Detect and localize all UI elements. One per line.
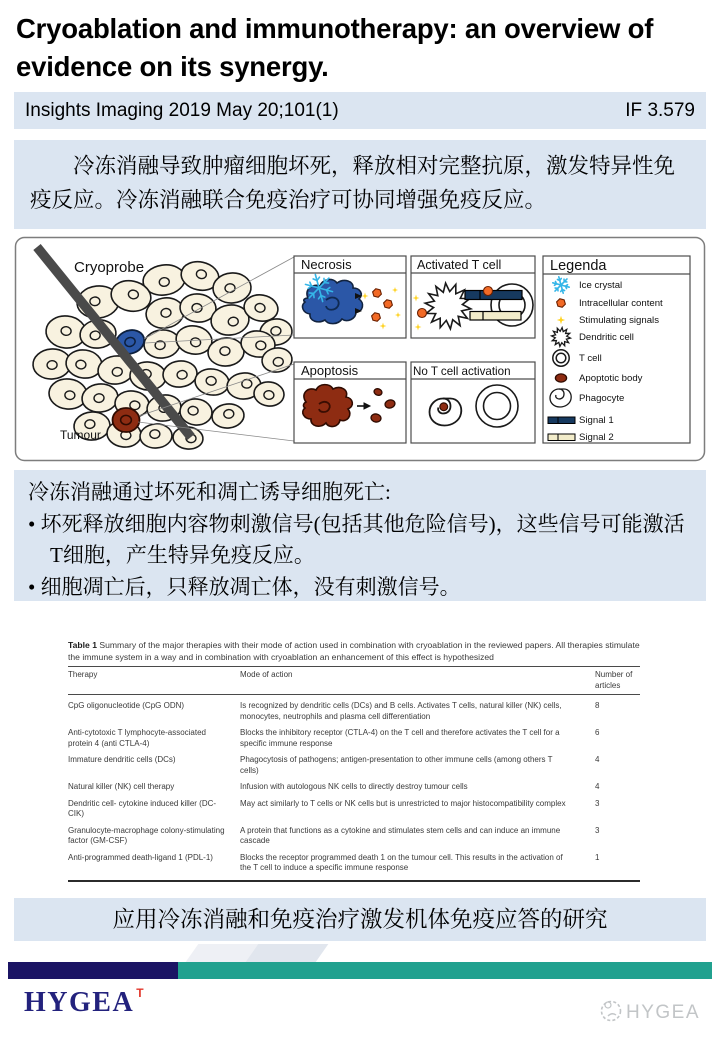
watermark-graphic [596, 992, 714, 1028]
apoptotic-body-icon [555, 374, 566, 382]
tumour-label: Tumour [60, 428, 101, 442]
necrosis-panel [294, 256, 406, 338]
table-row: Immature dendritic cells (DCs) Phagocytosis of pathogens; antigen-presentation to other immune cells (among others T cells) 4 [68, 755, 600, 775]
table-row: Anti-programmed death-ligand 1 (PDL-1) Blocks the receptor programmed death 1 on the tumour cell. This results in the activation of the T cell to induce a specific immune response 1 [68, 852, 600, 873]
impact-factor: IF 3.579 [625, 99, 695, 121]
table-row: Natural killer (NK) cell therapy Infusion with autologous NK cells to directly destroy tumour cells 4 [68, 782, 600, 792]
svg-text:Phagocyte: Phagocyte [579, 393, 625, 404]
table-header: Therapy Mode of action Number of articles [68, 666, 640, 695]
svg-text:Signal 1: Signal 1 [579, 415, 614, 426]
table-caption: Table 1 Summary of the major therapies with their mode of action used in combination with cryoablation in the reviewed papers. All therapies stimulate the immune system in a way and in combination with cryoablation an enhancement of this effect is hypothesized [68, 640, 640, 662]
hygea-logo [24, 986, 144, 1019]
svg-text:Dendritic cell: Dendritic cell [579, 332, 634, 343]
hygea-watermark [596, 992, 714, 1033]
svg-text:Intracellular content: Intracellular content [579, 298, 663, 309]
activated-t-cell-label: Activated T cell [417, 258, 502, 272]
table-row: CpG oligonucleotide (CpG ODN) Is recognized by dendritic cells (DCs) and B cells. Activates T cells, natural killer (NK) cells, monocytes, neutrophils and plasma cell differentiation 8 [68, 701, 600, 721]
footer-navy-bar [8, 962, 178, 979]
table-row: Granulocyte-macrophage colony-stimulating factor (GM-CSF) A protein that functions as a cytokine and stimulates stem cells and can induce an immune cascade 3 [68, 825, 600, 846]
t-cell-nucleus [556, 353, 566, 363]
summary-box [14, 140, 706, 229]
cryoprobe-label: Cryoprobe [74, 259, 145, 276]
phagocyte-icon [430, 399, 462, 426]
footer-teal-bar [178, 962, 712, 979]
mechanism-bullet: • 坏死释放细胞内容物刺激信号(包括其他危险信号)，这些信号可能激活T细胞，产生特异免疫反应。 [28, 509, 692, 572]
cryoablation-figure [14, 236, 706, 462]
legend-title: Legenda [550, 258, 607, 274]
apoptosis-label: Apoptosis [301, 363, 359, 378]
table-row: Dendritic cell- cytokine induced killer (DC-CIK) May act similarly to T cells or NK cells but is unrestricted to major histocompatibility complex 3 [68, 798, 600, 819]
figure [14, 236, 706, 462]
hygea-logo-text: HYGEA [24, 987, 135, 1018]
signal2-icon [548, 434, 575, 441]
journal-bar [14, 92, 706, 129]
svg-text:Signal 2: Signal 2 [579, 432, 614, 443]
svg-text:Stimulating signals: Stimulating signals [579, 315, 659, 326]
no-t-cell-activation-panel [411, 362, 535, 443]
svg-text:T cell: T cell [579, 353, 602, 364]
intracellular-content-icon [484, 287, 493, 296]
conclusion-bar: 应用冷冻消融和免疫治疗激发机体免疫应答的研究 [14, 898, 706, 941]
signal2-bar [470, 312, 521, 321]
mechanism-box [14, 470, 706, 601]
hygea-logo-tm: T [136, 986, 144, 1000]
paper-table [68, 640, 640, 882]
inactive-t-cell-nucleus [484, 393, 511, 420]
table-bottom-rule [68, 880, 640, 882]
engulfed-apoptotic-body [440, 403, 448, 411]
watermark-seal-mark [608, 1014, 616, 1016]
intracellular-content-icon [418, 309, 427, 318]
activated-t-cell-panel [411, 256, 535, 338]
apoptotic-cell [113, 408, 140, 432]
signal1-bar [465, 291, 522, 300]
summary-text: 冷冻消融导致肿瘤细胞坏死，释放相对完整抗原，激发特异性免疫反应。冷冻消融联合免疫治疗可协同增强免疫反应。 [30, 154, 676, 212]
necrosis-label: Necrosis [301, 257, 352, 272]
footer-decor [246, 944, 329, 962]
apoptotic-cell-icon [303, 385, 353, 427]
signal1-icon [548, 417, 575, 424]
svg-text:Ice crystal: Ice crystal [579, 280, 623, 291]
table-row: Anti-cytotoxic T lymphocyte-associated protein 4 (anti CTLA-4) Blocks the inhibitory receptor (CTLA-4) on the T cell and therefore activates the T cell for a specific immune response 6 [68, 728, 600, 748]
apoptosis-panel [294, 362, 406, 443]
page-title: Cryoablation and immunotherapy: an overview of evidence on its synergy. [16, 13, 654, 82]
svg-text:Apoptotic body: Apoptotic body [579, 373, 643, 384]
watermark-seal-dot [605, 1002, 611, 1008]
watermark-text: HYGEA [626, 1002, 701, 1023]
journal-citation: Insights Imaging 2019 May 20;101(1) [25, 99, 339, 121]
mechanism-bullet: • 细胞凋亡后，只释放凋亡体，没有刺激信号。 [28, 572, 692, 604]
mechanism-heading: 冷冻消融通过坏死和凋亡诱导细胞死亡: [28, 480, 391, 504]
legend-panel [543, 256, 690, 443]
phagocyte-icon [550, 389, 571, 407]
no-t-cell-activation-label: No T cell activation [413, 365, 511, 378]
